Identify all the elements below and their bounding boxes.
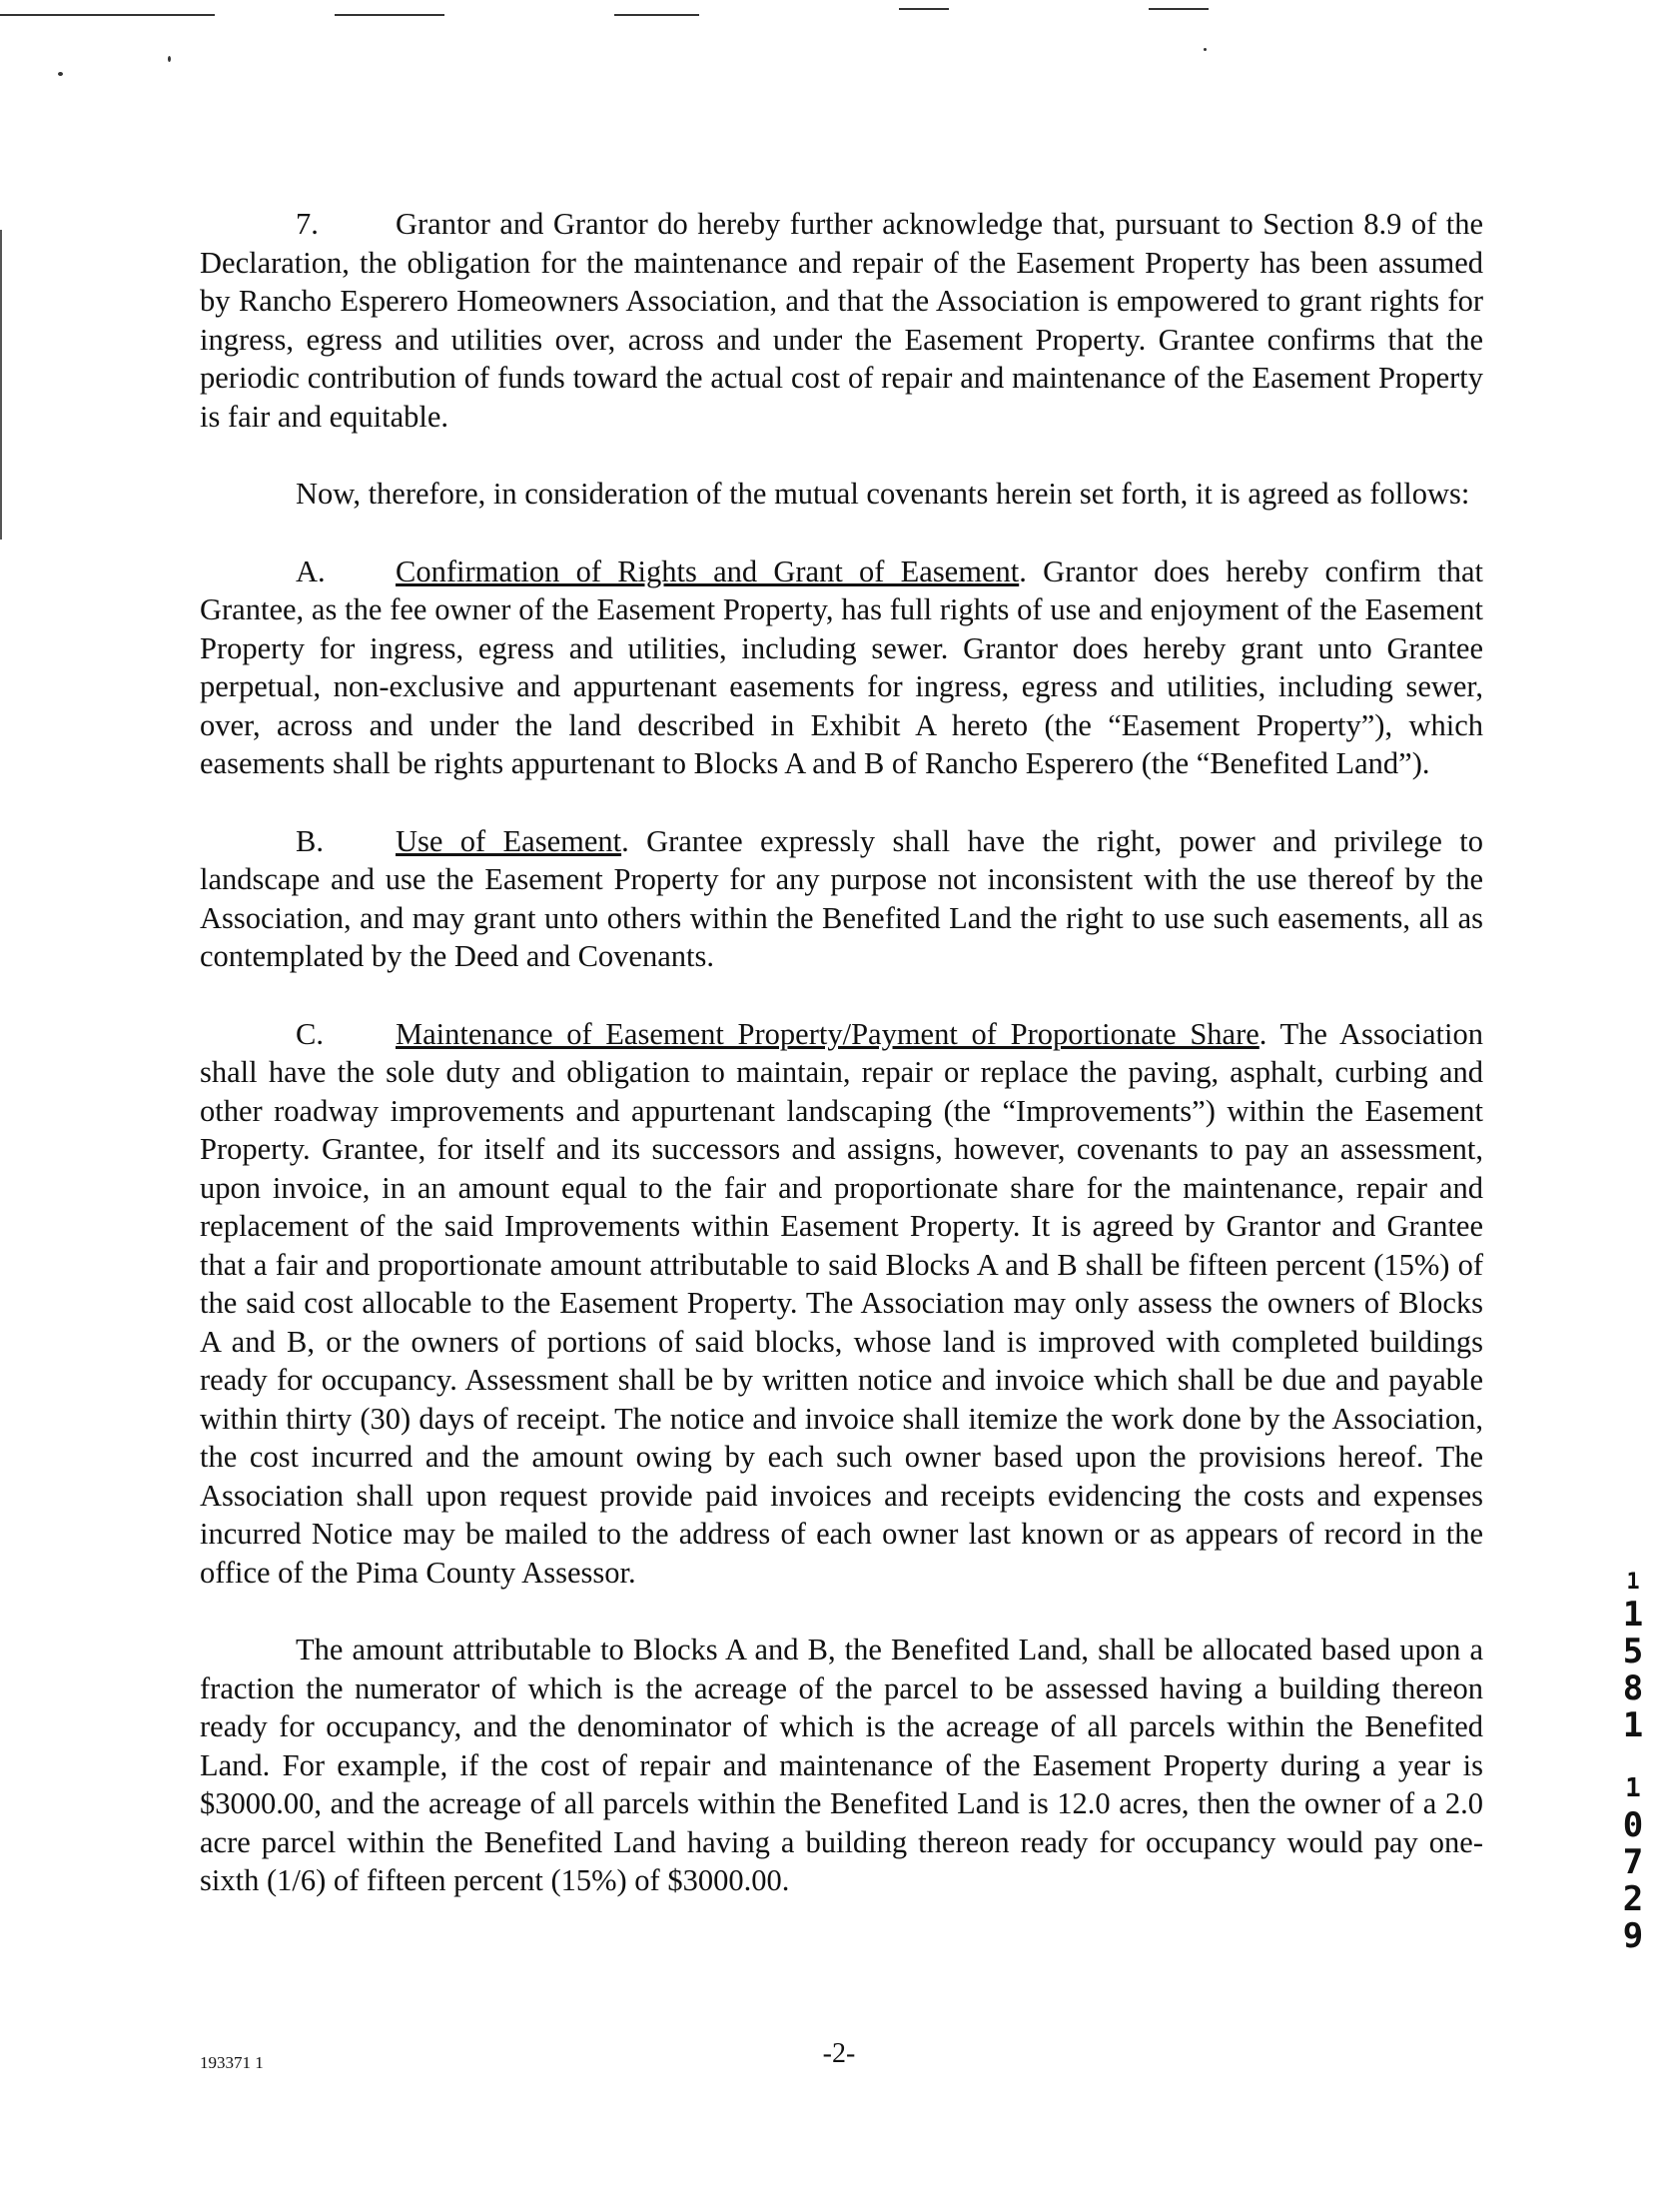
scan-artifact-line <box>0 14 215 16</box>
scan-speck <box>168 56 171 62</box>
scan-speck <box>58 72 63 76</box>
stamp-digit: 5 <box>1622 1632 1644 1671</box>
scan-artifact-line <box>335 14 444 16</box>
scan-margin-bar <box>0 230 2 540</box>
paragraph-text: . Grantor does hereby confirm that Grantee, as the fee owner of the Easement Property, has full rights of use and enjoyment of the Easement Property for ingress, egress and utilities, including sewer. Grantor does hereby grant unto Grantee perpetual, non-exclusive and appurtenant easements for ingress, egress and utilities, including sewer, over, across and under the land described in Exhibit A hereto (the “Easement Property”), which easements shall be rights appurtenant to Blocks A and B of Rancho Esperero (the “Benefited Land”). <box>200 553 1483 780</box>
paragraph-marker: C. <box>296 1016 324 1051</box>
paragraph-marker: A. <box>296 553 326 588</box>
section-heading: Use of Easement <box>396 823 622 858</box>
stamp-digit: 2 <box>1622 1879 1644 1919</box>
stamp-digit: 8 <box>1622 1668 1644 1708</box>
paragraph-text: . Grantee expressly shall have the right, power and privilege to landscape and use the Easement Property for any purpose not inconsistent with the use thereof by the Association, and may grant unto others within the Benefited Land the right to use such easements, all as contemplated by the Deed and Covenants. <box>200 823 1483 973</box>
paragraph-text: The amount attributable to Blocks A and B, the Benefited Land, shall be allocated based upon a fraction the numerator of which is the acreage of the parcel to be assessed having a building thereon ready for occupancy, and the denominator of which is the acreage of all parcels within the Benefited Land. For example, if the cost of repair and maintenance of the Easement Property during a year is $3000.00, and the acreage of all parcels within the Benefited Land is 12.0 acres, then the owner of a 2.0 acre parcel within the Benefited Land having a building thereon ready for occupancy would pay one-sixth (1/6) of fifteen percent (15%) of $3000.00. <box>200 1633 1483 1897</box>
stamp-digit: 1 <box>1626 1570 1640 1595</box>
stamp-digit: 7 <box>1622 1842 1644 1882</box>
stamp-digit: 1 <box>1625 1773 1641 1803</box>
paragraph-a <box>200 553 1483 783</box>
paragraph-now-therefore <box>200 475 1483 514</box>
stamp-digit: 1 <box>1622 1705 1644 1745</box>
paragraph-b <box>200 822 1483 976</box>
paragraph-text: Now, therefore, in consideration of the mutual covenants herein set forth, it is agreed as follows: <box>296 477 1470 511</box>
scan-artifact-line <box>614 14 699 16</box>
stamp-gap <box>1613 1744 1653 1770</box>
section-heading: Confirmation of Rights and Grant of Easement <box>396 553 1020 588</box>
document-body <box>200 205 1483 1939</box>
recording-stamp <box>1613 1569 1653 1955</box>
paragraph-allocation <box>200 1631 1483 1900</box>
paragraph-7 <box>200 205 1483 436</box>
paragraph-c <box>200 1015 1483 1593</box>
document-id: 193371 1 <box>200 2053 264 2072</box>
page-number: -2- <box>822 2038 856 2069</box>
section-heading: Maintenance of Easement Property/Payment of Proportionate Share <box>396 1016 1259 1051</box>
stamp-digit: 0 <box>1622 1805 1644 1845</box>
paragraph-text: Grantor and Grantor do hereby further acknowledge that, pursuant to Section 8.9 of the Declaration, the obligation for the maintenance and repair of the Easement Property has been assumed by Rancho Esperero Homeowners Association, and that the Association is empowered to grant rights for ingress, egress and utilities over, across and under the Easement Property. Grantee confirms that the periodic contribution of funds toward the actual cost of repair and maintenance of the Easement Property is fair and equitable. <box>200 207 1483 434</box>
scan-artifact-line <box>899 8 949 10</box>
stamp-digit: 9 <box>1622 1916 1644 1956</box>
paragraph-marker: 7. <box>296 207 319 241</box>
paragraph-marker: B. <box>296 823 324 858</box>
stamp-digit: 1 <box>1622 1595 1644 1635</box>
paragraph-text: . The Association shall have the sole duty and obligation to maintain, repair or replace the paving, asphalt, curbing and other roadway improvements and appurtenant landscaping (the “Improvements”) within the Easement Property. Grantee, for itself and its successors and assigns, however, covenants to pay an assessment, upon invoice, in an amount equal to the fair and proportionate share for the maintenance, repair and replacement of the said Improvements within Easement Property. It is agreed by Grantor and Grantee that a fair and proportionate amount attributable to said Blocks A and B shall be fifteen percent (15%) of the said cost allocable to the Easement Property. The Association may only assess the owners of Blocks A and B, or the owners of portions of said blocks, whose land is improved with completed buildings ready for occupancy. Assessment shall be by written notice and invoice which shall be due and payable within thirty (30) days of receipt. The notice and invoice shall itemize the work done by the Association, the cost incurred and the amount owing by each such owner based upon the provisions hereof. The Association shall upon request provide paid invoices and receipts evidencing the costs and expenses incurred Notice may be mailed to the address of each owner last known or as appears of record in the office of the Pima County Assessor. <box>200 1016 1483 1590</box>
scan-speck <box>1204 48 1207 51</box>
scan-artifact-line <box>1149 8 1209 10</box>
